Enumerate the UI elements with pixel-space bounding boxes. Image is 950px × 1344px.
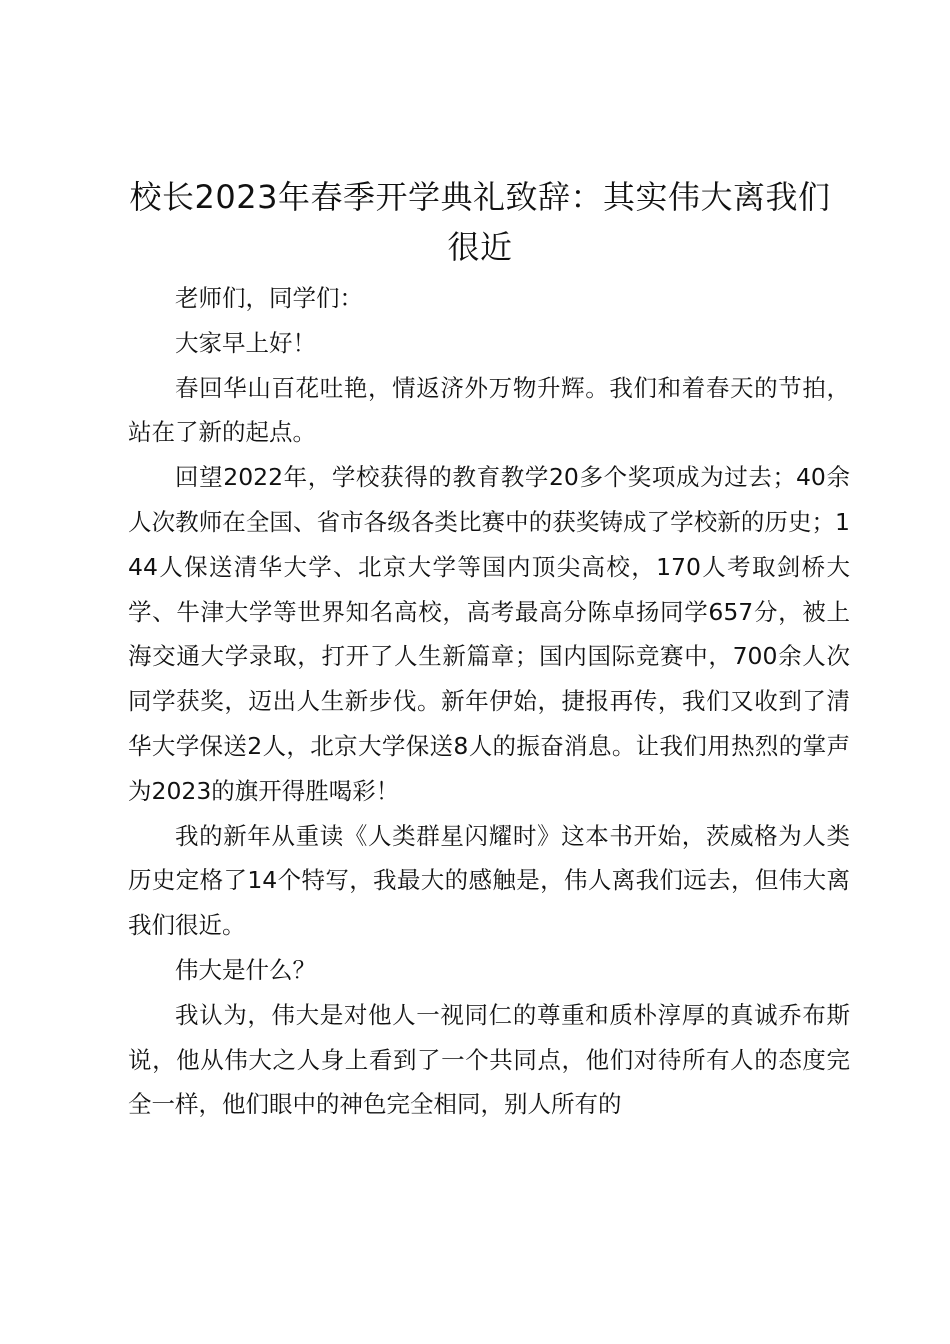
body-paragraph: 回望2022年，学校获得的教育教学20多个奖项成为过去；40余人次教师在全国、省市各级各类比赛中的获奖铸成了学校新的历史；144人保送清华大学、北京大学等国内顶尖高校，170人考取剑桥大学、牛津大学等世界知名高校，高考最高分陈卓扬同学657分，被上海交通大学录取，打开了人生新篇章；国内国际竞赛中，700余人次同学获奖，迈出人生新步伐。新年伊始，捷报再传，我们又收到了清华大学保送2人，北京大学保送8人的振奋消息。让我们用热烈的掌声为2023的旗开得胜喝彩！ bbox=[128, 463, 850, 805]
document-title: 校长2023年春季开学典礼致辞：其实伟大离我们很近 bbox=[129, 178, 831, 266]
body-paragraph: 我认为，伟大是对他人一视同仁的尊重和质朴淳厚的真诚乔布斯说，他从伟大之人身上看到了一个共同点，他们对待所有人的态度完全一样，他们眼中的神色完全相同，别人所有的 bbox=[128, 1000, 850, 1119]
document-body bbox=[128, 276, 850, 1127]
body-paragraph: 我的新年从重读《人类群星闪耀时》这本书开始，茨威格为人类历史定格了14个特写，我最大的感触是，伟人离我们远去，但伟大离我们很近。 bbox=[128, 821, 850, 940]
body-paragraph: 伟大是什么？ bbox=[175, 955, 316, 984]
body-paragraph: 春回华山百花吐艳，情返济外万物升辉。我们和着春天的节拍，站在了新的起点。 bbox=[128, 373, 850, 447]
salutation-paragraph: 大家早上好！ bbox=[175, 328, 316, 357]
greeting-paragraph: 老师们，同学们： bbox=[175, 284, 363, 312]
